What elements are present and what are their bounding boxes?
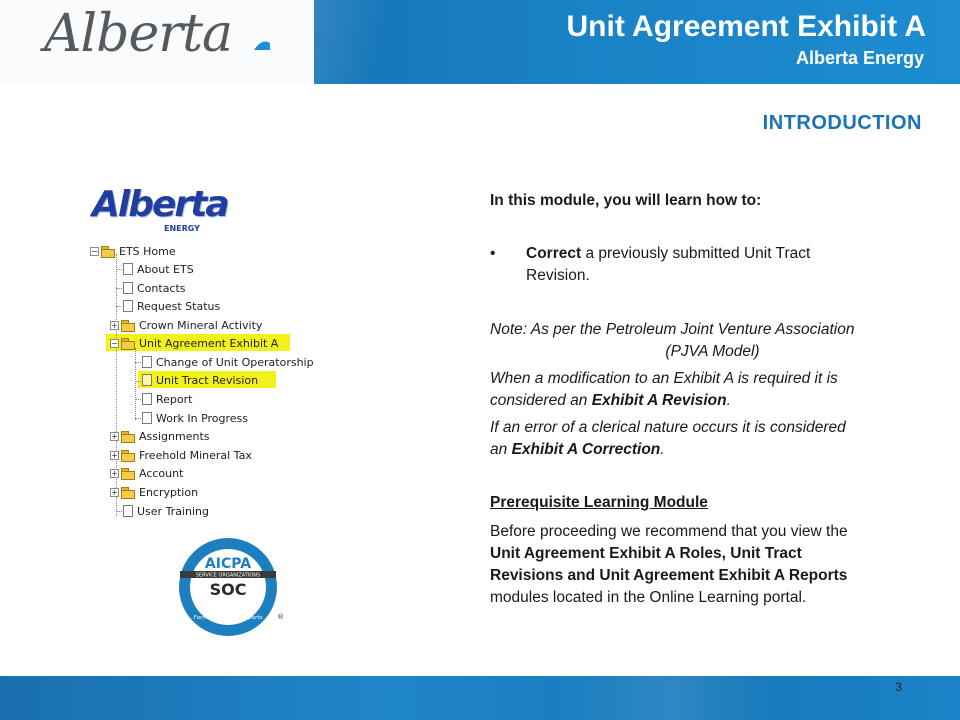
tree-item-report[interactable]	[142, 391, 192, 407]
tree-item-change-of-unit-operatorship[interactable]	[142, 354, 314, 370]
slide-footer	[0, 676, 960, 720]
tree-item-freehold-mineral-tax[interactable]	[110, 447, 252, 463]
ets-navigation-tree	[86, 240, 336, 530]
page-icon	[142, 393, 152, 405]
tree-item-request-status[interactable]	[123, 298, 220, 314]
tree-item-label: Crown Mineral Activity	[139, 318, 263, 332]
aicpa-soc-badge-icon	[178, 535, 282, 639]
expand-icon[interactable]: +	[111, 431, 118, 441]
folder-icon	[121, 450, 135, 461]
tree-item-ets-home[interactable]	[90, 243, 176, 259]
page-icon	[123, 300, 133, 312]
slide-title: Unit Agreement Exhibit A	[566, 10, 926, 43]
expand-icon[interactable]: +	[111, 468, 118, 478]
page-icon	[123, 282, 133, 294]
prereq-line1: Before proceeding we recommend that you view the	[490, 523, 848, 540]
slide-header	[0, 0, 960, 84]
tree-item-about-ets[interactable]	[123, 261, 194, 277]
badge-reports-text: Formerly SAS 70 Reports	[193, 615, 263, 621]
alberta-energy-logo-sub: ENERGY	[164, 224, 200, 233]
tree-item-label: Change of Unit Operatorship	[156, 355, 314, 369]
page-number: 3	[895, 680, 902, 694]
tree-item-label: Report	[156, 392, 193, 406]
tree-connector	[135, 348, 136, 420]
revision-line1: When a modification to an Exhibit A is required it is	[490, 370, 838, 387]
prereq-text	[490, 521, 935, 609]
tree-item-account[interactable]	[110, 465, 183, 481]
correction-text	[490, 417, 935, 461]
prereq-heading: Prerequisite Learning Module	[490, 494, 708, 511]
correction-term: Exhibit A Correction	[511, 441, 661, 458]
tree-item-label: User Training	[137, 504, 209, 518]
tree-item-label: Unit Tract Revision	[156, 373, 259, 387]
tree-item-label: Freehold Mineral Tax	[139, 448, 252, 462]
tree-item-unit-tract-revision[interactable]	[142, 372, 258, 388]
correction-line2-a: an	[490, 441, 512, 458]
folder-icon	[121, 338, 135, 349]
revision-term: Exhibit A Revision	[591, 392, 727, 409]
badge-registered-mark: ®	[277, 613, 284, 621]
badge-soc-text: SOC	[209, 580, 247, 599]
page-icon	[123, 263, 133, 275]
tree-item-assignments[interactable]	[110, 428, 210, 444]
correction-line2-c: .	[660, 441, 665, 458]
page-icon	[142, 374, 152, 386]
tree-item-label: About ETS	[137, 262, 194, 276]
tree-item-label: Encryption	[139, 485, 199, 499]
page-icon	[123, 505, 133, 517]
bullet-rest-text: a previously submitted Unit Tract	[581, 245, 811, 262]
tree-item-work-in-progress[interactable]	[142, 410, 248, 426]
prereq-line4: modules located in the Online Learning portal.	[490, 589, 807, 606]
tree-item-contacts[interactable]	[123, 280, 186, 296]
badge-aicpa-text: AICPA	[204, 556, 252, 572]
revision-line2-a: considered an	[490, 392, 592, 409]
alberta-logo-mark-icon	[253, 38, 271, 52]
badge-band-text: SERVICE ORGANIZATIONS	[195, 572, 261, 579]
revision-text	[490, 368, 935, 412]
section-heading: INTRODUCTION	[762, 112, 922, 134]
prereq-line3: Revisions and Unit Agreement Exhibit A Reports	[490, 567, 848, 584]
expand-icon[interactable]: +	[111, 450, 118, 460]
tree-item-crown-mineral-activity[interactable]	[110, 317, 262, 333]
alberta-energy-logo-word: Alberta	[92, 184, 228, 225]
folder-icon	[101, 246, 115, 257]
alberta-logo: Alberta	[44, 4, 232, 64]
revision-line2-c: .	[726, 392, 731, 409]
alberta-logo-area	[0, 0, 314, 84]
page-icon	[142, 412, 152, 424]
tree-item-label: ETS Home	[119, 244, 176, 258]
intro-text: In this module, you will learn how to:	[490, 192, 762, 209]
note-line2: (PJVA Model)	[665, 343, 760, 360]
bullet-text	[526, 243, 936, 287]
folder-icon	[121, 320, 135, 331]
tree-item-label: Request Status	[137, 299, 221, 313]
expand-icon[interactable]: +	[111, 487, 118, 497]
collapse-icon[interactable]: −	[91, 246, 98, 256]
bullet-icon: •	[490, 245, 496, 262]
page-icon	[142, 356, 152, 368]
tree-item-label: Assignments	[139, 429, 210, 443]
expand-icon[interactable]: +	[111, 320, 118, 330]
tree-item-label: Contacts	[137, 281, 186, 295]
folder-icon	[121, 487, 135, 498]
alberta-energy-logo	[92, 184, 228, 236]
folder-icon	[121, 468, 135, 479]
tree-item-label: Account	[139, 466, 184, 480]
slide-subtitle: Alberta Energy	[795, 48, 924, 68]
bullet-line2-text: Revision.	[526, 267, 590, 284]
note-line1: Note: As per the Petroleum Joint Venture Association	[490, 321, 855, 338]
title-band	[314, 0, 960, 84]
correction-line1: If an error of a clerical nature occurs it is considered	[490, 419, 846, 436]
prereq-line2: Unit Agreement Exhibit A Roles, Unit Tract	[490, 545, 802, 562]
folder-icon	[121, 431, 135, 442]
tree-item-user-training[interactable]	[123, 503, 209, 519]
tree-item-label: Work In Progress	[156, 411, 249, 425]
tree-item-encryption[interactable]	[110, 484, 198, 500]
collapse-icon[interactable]: −	[111, 338, 118, 348]
tree-item-label: Unit Agreement Exhibit A	[139, 336, 279, 350]
bullet-bold-text: Correct	[526, 245, 582, 262]
tree-item-unit-agreement-exhibit-a[interactable]	[110, 335, 278, 351]
